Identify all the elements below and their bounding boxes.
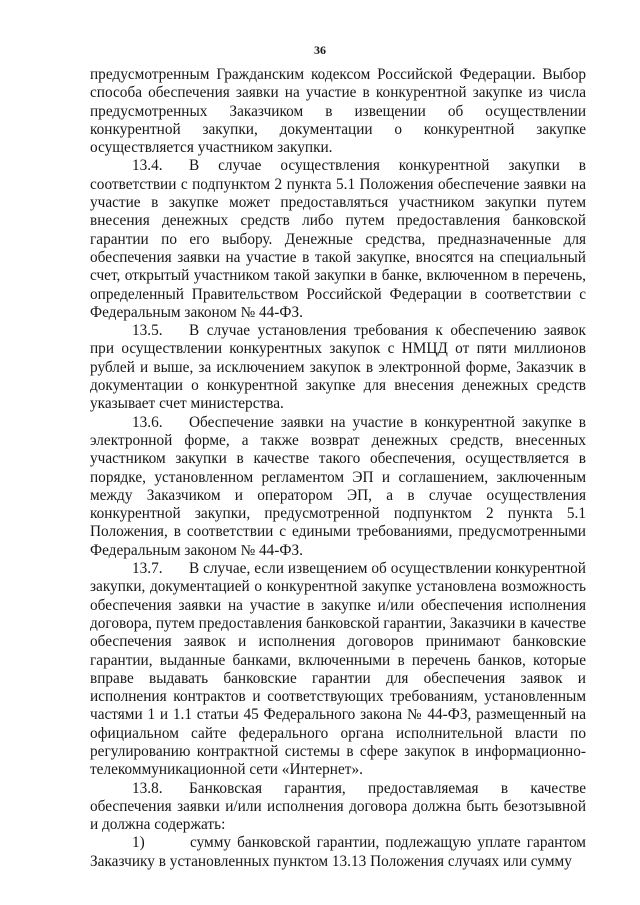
- page-number: 36: [314, 43, 326, 57]
- paragraph-number: 13.5.: [132, 322, 163, 340]
- paragraph-13-6: [90, 414, 586, 560]
- paragraph-text: предусмотренным Гражданским кодексом Российской Федерации. Выбор способа обеспечения заявки на участие в конкурентной закупке из числа предусмотренных Заказчиком в извещении об осуществлении конкурентной закупки, документации о конкурентной закупке осуществляется участником закупки.: [90, 66, 586, 157]
- paragraph-number: 13.4.: [132, 157, 163, 175]
- paragraph-13-4: [90, 157, 586, 322]
- list-item-number: 1): [132, 834, 145, 852]
- paragraph-text: сумму банковской гарантии, подлежащую уплате гарантом Заказчику в установленных пунктом 13.13 Положения случаях или сумму: [90, 834, 586, 870]
- paragraph-number: 13.7.: [132, 560, 163, 578]
- paragraph-number: 13.8.: [132, 779, 163, 797]
- paragraph-text: В случае установления требования к обеспечению заявок при осуществлении конкурентных закупок с НМЦД от пяти миллионов рублей и выше, за исключением закупок в электронной форме, Заказчик в документации о конкурентной закупке для внесения денежных средств указывает счет министерства.: [90, 322, 586, 413]
- paragraph-13-7: [90, 560, 586, 780]
- paragraph-13-5: [90, 322, 586, 413]
- paragraph-number: 13.6.: [132, 413, 163, 431]
- paragraph-continuation: [90, 66, 586, 157]
- paragraph-text: В случае, если извещением об осуществлении конкурентной закупки, документацией о конкурентной закупке установлена возможность обеспечения заявки на участие в закупке и/или обеспечения исполнения договора, путем предоставления банковской гарантии, Заказчики в качестве обеспечения заявок и исполнения договоров принимают банковские гарантии, выданные банками, включенными в перечень банков, которые вправе выдавать банковские гарантии для обеспечения заявок и исполнения контрактов и соответствующих требованиям, установленным частями 1 и 1.1 статьи 45 Федерального закона № 44-ФЗ, размещенный на официальном сайте федерального органа исполнительной власти по регулированию контрактной системы в сфере закупок в информационно-телекоммуникационной сети «Интернет».: [90, 560, 586, 779]
- paragraph-text: В случае осуществления конкурентной закупки в соответствии с подпунктом 2 пункта 5.1 Положения обеспечение заявки на участие в закупке может предоставляться участником закупки путем внесения денежных средств либо путем предоставления банковской гарантии по его выбору. Денежные средства, предназначенные для обеспечения заявки на участие в такой закупке, вносятся на специальный счет, открытый участником такой закупки в банке, включенном в перечень, определенный Правительством Российской Федерации в соответствии с Федеральным законом № 44-ФЗ.: [90, 157, 586, 321]
- paragraph-13-8: [90, 780, 586, 835]
- document-body: [90, 66, 586, 871]
- paragraph-text: Обеспечение заявки на участие в конкурентной закупке в электронной форме, а также возврат денежных средств, внесенных участником закупки в качестве такого обеспечения, осуществляется в порядке, установленном регламентом ЭП и соглашением, заключенным между Заказчиком и оператором ЭП, а в случае осуществления конкурентной закупки, предусмотренной подпунктом 2 пункта 5.1 Положения, в соответствии с едиными требованиями, предусмотренными Федеральным законом № 44-ФЗ.: [90, 413, 586, 559]
- paragraph-text: Банковская гарантия, предоставляемая в качестве обеспечения заявки и/или исполнения договора должна быть безотзывной и должна содержать:: [90, 779, 586, 834]
- list-item-1: [90, 834, 586, 871]
